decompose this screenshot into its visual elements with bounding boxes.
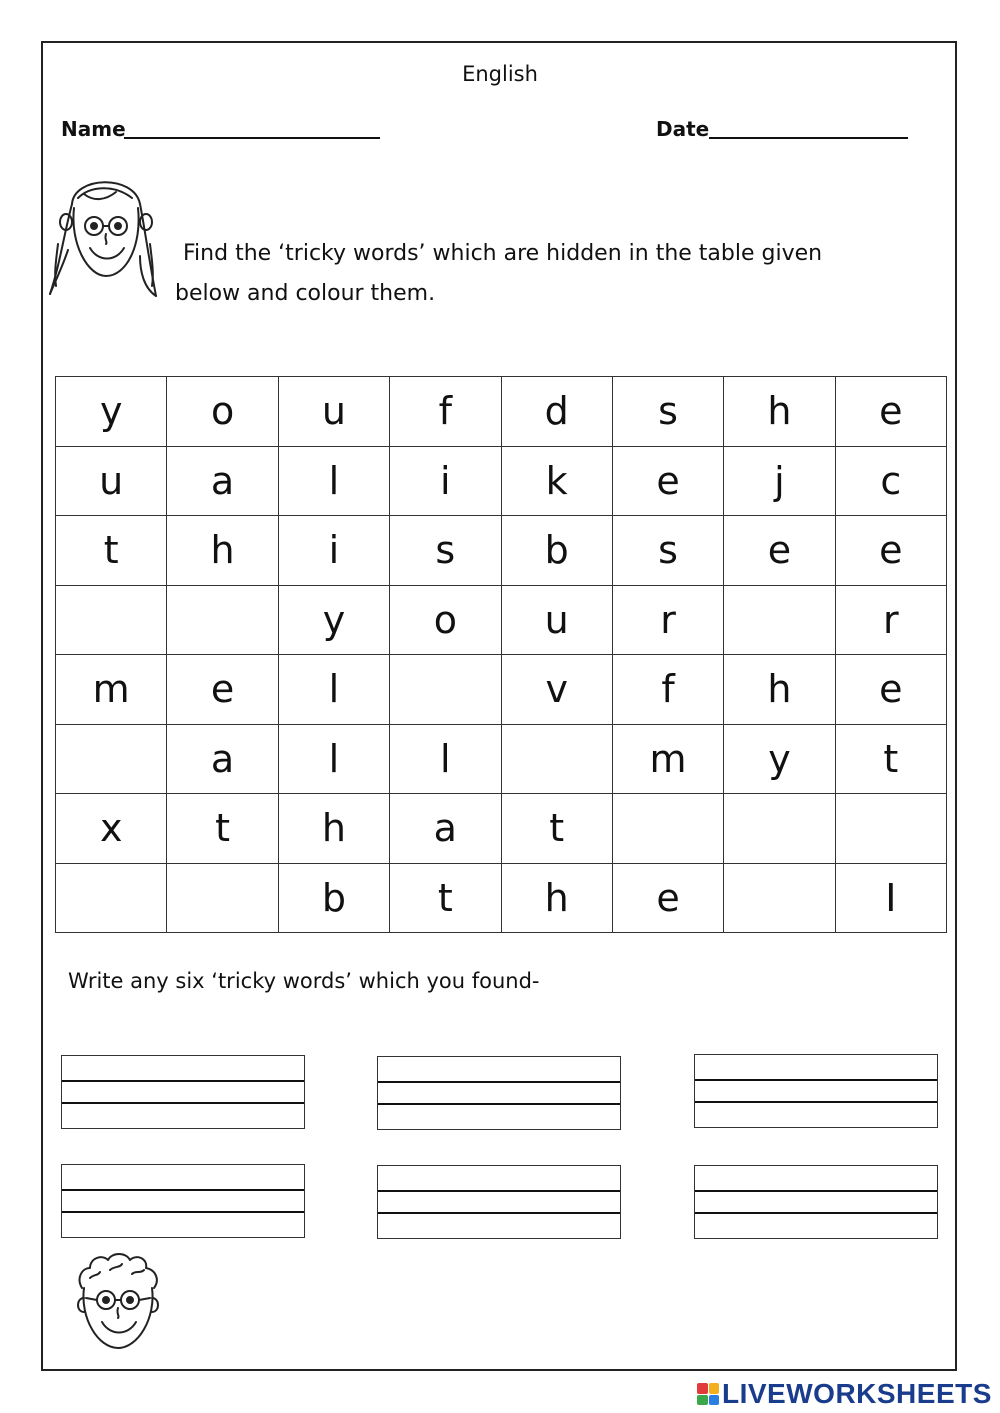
grid-cell[interactable]: o bbox=[167, 377, 278, 447]
grid-cell[interactable] bbox=[390, 655, 501, 725]
grid-cell[interactable]: k bbox=[501, 446, 612, 516]
grid-cell[interactable]: f bbox=[390, 377, 501, 447]
grid-cell[interactable]: s bbox=[612, 516, 723, 586]
grid-cell[interactable]: m bbox=[612, 724, 723, 794]
grid-cell[interactable]: t bbox=[501, 794, 612, 864]
date-label: Date bbox=[656, 117, 710, 141]
grid-cell[interactable]: s bbox=[612, 377, 723, 447]
grid-cell[interactable]: u bbox=[501, 585, 612, 655]
grid-cell[interactable]: u bbox=[56, 446, 167, 516]
answer-box-1[interactable] bbox=[61, 1055, 305, 1129]
date-input-line[interactable] bbox=[709, 137, 908, 139]
grid-cell[interactable] bbox=[724, 794, 835, 864]
grid-cell[interactable] bbox=[167, 585, 278, 655]
grid-cell[interactable]: u bbox=[278, 377, 389, 447]
grid-cell[interactable]: e bbox=[612, 863, 723, 933]
grid-cell[interactable] bbox=[56, 585, 167, 655]
grid-cell[interactable]: r bbox=[612, 585, 723, 655]
grid-cell[interactable]: d bbox=[501, 377, 612, 447]
grid-cell[interactable]: e bbox=[835, 516, 946, 586]
grid-cell[interactable]: h bbox=[501, 863, 612, 933]
instruction-line-1: Find the ‘tricky words’ which are hidden in the table given bbox=[183, 241, 823, 266]
grid-cell[interactable] bbox=[501, 724, 612, 794]
grid-cell[interactable]: l bbox=[278, 655, 389, 725]
answer-box-4[interactable] bbox=[61, 1164, 305, 1238]
grid-cell[interactable]: I bbox=[835, 863, 946, 933]
grid-cell[interactable]: a bbox=[167, 724, 278, 794]
grid-cell[interactable]: h bbox=[167, 516, 278, 586]
grid-cell[interactable]: y bbox=[56, 377, 167, 447]
grid-cell[interactable]: e bbox=[167, 655, 278, 725]
grid-cell[interactable]: j bbox=[724, 446, 835, 516]
subject-title: English bbox=[462, 62, 538, 86]
grid-cell[interactable]: e bbox=[835, 377, 946, 447]
grid-cell[interactable]: s bbox=[390, 516, 501, 586]
answer-box-5[interactable] bbox=[377, 1165, 621, 1239]
grid-cell[interactable] bbox=[724, 863, 835, 933]
grid-cell[interactable]: v bbox=[501, 655, 612, 725]
logo-square-yellow bbox=[709, 1383, 720, 1394]
grid-cell[interactable]: e bbox=[835, 655, 946, 725]
grid-cell[interactable]: b bbox=[501, 516, 612, 586]
grid-cell[interactable]: e bbox=[724, 516, 835, 586]
name-label: Name bbox=[61, 117, 126, 141]
grid-cell[interactable]: f bbox=[612, 655, 723, 725]
grid-cell[interactable] bbox=[56, 724, 167, 794]
grid-cell[interactable]: o bbox=[390, 585, 501, 655]
grid-cell[interactable]: h bbox=[724, 377, 835, 447]
answer-box-2[interactable] bbox=[377, 1056, 621, 1130]
instruction-text bbox=[175, 234, 935, 314]
grid-cell[interactable]: r bbox=[835, 585, 946, 655]
liveworksheets-logo-icon bbox=[697, 1383, 719, 1405]
grid-row bbox=[56, 377, 947, 447]
grid-cell[interactable]: b bbox=[278, 863, 389, 933]
boy-with-glasses-icon bbox=[70, 1248, 166, 1356]
grid-cell[interactable] bbox=[724, 585, 835, 655]
grid-cell[interactable]: y bbox=[724, 724, 835, 794]
grid-row bbox=[56, 863, 947, 933]
grid-row bbox=[56, 655, 947, 725]
girl-with-glasses-icon bbox=[44, 164, 164, 304]
task-instruction: Write any six ‘tricky words’ which you found- bbox=[68, 969, 540, 993]
grid-cell[interactable]: t bbox=[167, 794, 278, 864]
grid-cell[interactable]: a bbox=[390, 794, 501, 864]
grid-cell[interactable]: x bbox=[56, 794, 167, 864]
grid-cell[interactable]: h bbox=[724, 655, 835, 725]
grid-cell[interactable]: m bbox=[56, 655, 167, 725]
grid-cell[interactable]: l bbox=[278, 446, 389, 516]
grid-row bbox=[56, 724, 947, 794]
grid-cell[interactable]: e bbox=[612, 446, 723, 516]
grid-row bbox=[56, 585, 947, 655]
grid-cell[interactable]: i bbox=[278, 516, 389, 586]
grid-row bbox=[56, 794, 947, 864]
name-input-line[interactable] bbox=[124, 137, 380, 139]
brand-text: LIVEWORKSHEETS bbox=[722, 1378, 992, 1409]
grid-cell[interactable]: i bbox=[390, 446, 501, 516]
logo-square-blue bbox=[709, 1395, 720, 1406]
grid-cell[interactable]: l bbox=[278, 724, 389, 794]
grid-row bbox=[56, 516, 947, 586]
grid-cell[interactable]: c bbox=[835, 446, 946, 516]
grid-cell[interactable]: t bbox=[835, 724, 946, 794]
grid-cell[interactable]: t bbox=[56, 516, 167, 586]
grid-cell[interactable]: t bbox=[390, 863, 501, 933]
grid-cell[interactable] bbox=[612, 794, 723, 864]
answer-box-3[interactable] bbox=[694, 1054, 938, 1128]
word-search-grid bbox=[55, 376, 947, 933]
grid-cell[interactable] bbox=[167, 863, 278, 933]
grid-row bbox=[56, 446, 947, 516]
logo-square-green bbox=[697, 1395, 708, 1406]
grid-cell[interactable] bbox=[56, 863, 167, 933]
grid-cell[interactable]: a bbox=[167, 446, 278, 516]
answer-box-6[interactable] bbox=[694, 1165, 938, 1239]
grid-cell[interactable]: l bbox=[390, 724, 501, 794]
liveworksheets-brand[interactable] bbox=[697, 1377, 992, 1411]
grid-cell[interactable]: y bbox=[278, 585, 389, 655]
logo-square-red bbox=[697, 1383, 708, 1394]
grid-cell[interactable] bbox=[835, 794, 946, 864]
instruction-line-2: below and colour them. bbox=[175, 281, 436, 306]
grid-cell[interactable]: h bbox=[278, 794, 389, 864]
